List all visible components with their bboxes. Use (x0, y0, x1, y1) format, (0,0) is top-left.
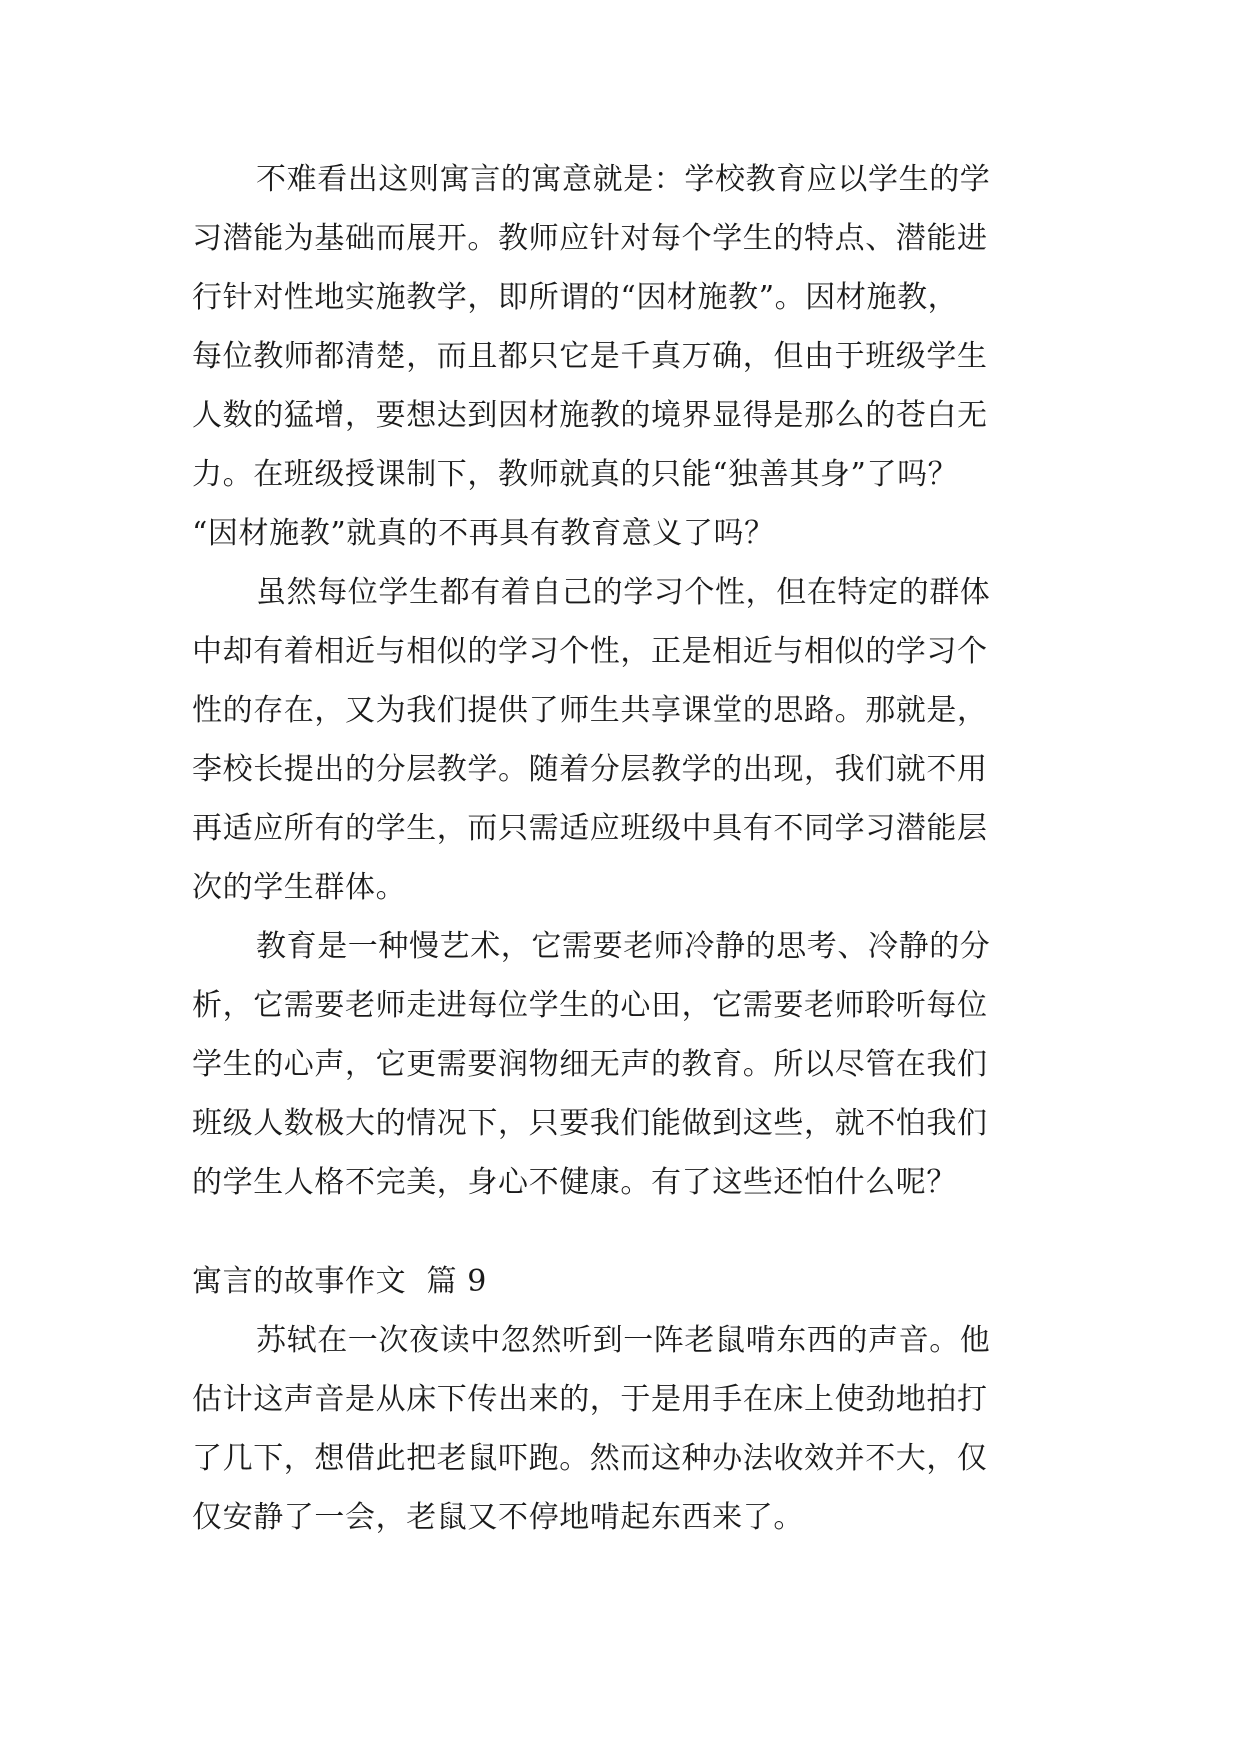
paragraph-line: 了几下，想借此把老鼠吓跑。然而这种办法收效并不大，仅 (192, 1441, 988, 1476)
paragraph-line: 习潜能为基础而展开。教师应针对每个学生的特点、潜能进 (192, 221, 988, 256)
paragraph-line: 析，它需要老师走进每位学生的心田，它需要老师聆听每位 (192, 988, 988, 1023)
paragraph-line: “因材施教”就真的不再具有教育意义了吗？ (192, 516, 775, 551)
paragraph-line: 人数的猛增，要想达到因材施教的境界显得是那么的苍白无 (192, 398, 988, 433)
paragraph-line: 每位教师都清楚，而且都只它是千真万确，但由于班级学生 (192, 339, 988, 374)
paragraph-line: 次的学生群体。 (192, 870, 407, 905)
paragraph-line: 中却有着相近与相似的学习个性，正是相近与相似的学习个 (192, 634, 988, 669)
paragraph-line: 教育是一种慢艺术，它需要老师冷静的思考、冷静的分 (256, 929, 991, 964)
paragraph-line: 学生的心声，它更需要润物细无声的教育。所以尽管在我们 (192, 1047, 988, 1082)
paragraph-line: 再适应所有的学生，而只需适应班级中具有不同学习潜能层 (192, 811, 988, 846)
paragraph-line: 行针对性地实施教学，即所谓的“因材施教”。因材施教， (192, 280, 959, 315)
paragraph-line: 苏轼在一次夜读中忽然听到一阵老鼠啃东西的声音。他 (256, 1323, 991, 1358)
paragraph-line: 力。在班级授课制下，教师就真的只能“独善其身”了吗？ (192, 457, 959, 492)
paragraph-line: 班级人数极大的情况下，只要我们能做到这些，就不怕我们 (192, 1106, 988, 1141)
paragraph-line: 的学生人格不完美，身心不健康。有了这些还怕什么呢？ (192, 1165, 957, 1200)
paragraph-line: 虽然每位学生都有着自己的学习个性，但在特定的群体 (256, 575, 991, 610)
paragraph-line: 李校长提出的分层教学。随着分层教学的出现，我们就不用 (192, 752, 988, 787)
section-heading: 寓言的故事作文 篇 9 (192, 1264, 487, 1299)
paragraph-line: 估计这声音是从床下传出来的，于是用手在床上使劲地拍打 (192, 1382, 988, 1417)
paragraph-line: 不难看出这则寓言的寓意就是：学校教育应以学生的学 (256, 162, 991, 197)
paragraph-line: 仅安静了一会，老鼠又不停地啃起东西来了。 (192, 1500, 804, 1535)
paragraph-line: 性的存在，又为我们提供了师生共享课堂的思路。那就是， (192, 693, 988, 728)
